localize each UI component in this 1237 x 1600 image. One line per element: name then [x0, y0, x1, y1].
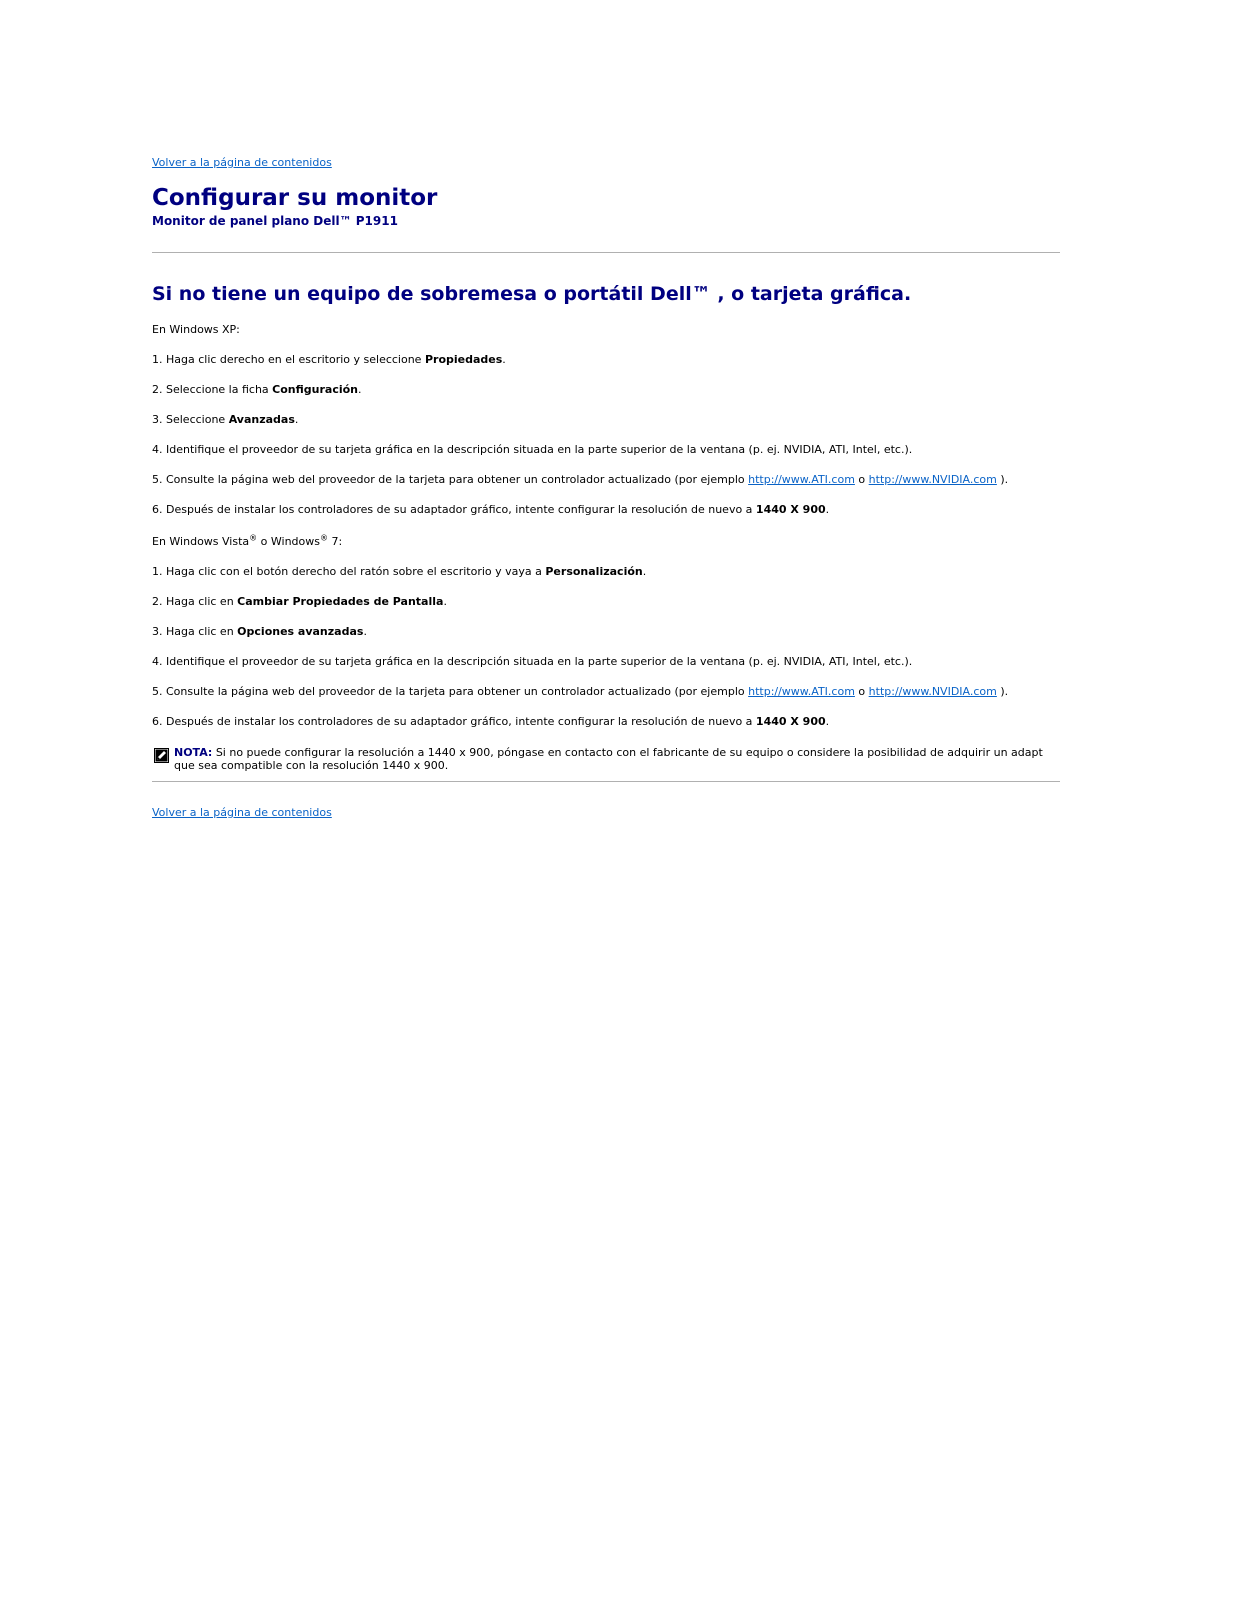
vista-step-1-text: 1. Haga clic con el botón derecho del ratón sobre el escritorio y vaya a: [152, 565, 546, 578]
registered-mark: ®: [249, 533, 258, 543]
note-line-1: [174, 746, 1079, 759]
xp-intro: En Windows XP:: [152, 323, 240, 336]
note-line-1-text: Si no puede configurar la resolución a 1440 x 900, póngase en contacto con el fabricante de su equipo o considere la posibilidad de adquirir un adapt: [212, 746, 1043, 759]
period: .: [825, 715, 830, 728]
divider-top: [152, 252, 1060, 253]
ati-link[interactable]: http://www.ATI.com: [748, 685, 855, 698]
xp-step-3-text: 3. Seleccione: [152, 413, 229, 426]
vista-intro-b: o Windows: [257, 535, 320, 548]
vista-step-4: 4. Identifique el proveedor de su tarjeta gráfica en la descripción situada en la parte superior de la ventana (p. ej. NVIDIA, ATI, Intel, etc.).: [152, 655, 913, 668]
vista-step-1-bold: Personalización: [545, 565, 643, 578]
vista-step-6-bold: 1440 X 900: [755, 715, 826, 728]
xp-step-6-text: 6. Después de instalar los controladores de su adaptador gráfico, intente configurar la resolución de nuevo a: [152, 503, 756, 516]
period: .: [825, 503, 830, 516]
vista-step-5: [152, 685, 1008, 699]
vista-step-2: [152, 595, 447, 609]
period: .: [294, 413, 299, 426]
page-title: Configurar su monitor: [152, 185, 438, 211]
xp-step-4: 4. Identifique el proveedor de su tarjeta gráfica en la descripción situada en la parte superior de la ventana (p. ej. NVIDIA, ATI, Intel, etc.).: [152, 443, 913, 456]
period: .: [358, 383, 362, 396]
vista-step-5-mid: o: [854, 685, 869, 698]
xp-step-3-bold: Avanzadas: [228, 413, 295, 426]
registered-mark: ®: [319, 533, 328, 543]
note-line-2: que sea compatible con la resolución 1440 x 900.: [174, 759, 449, 772]
note-label: NOTA:: [174, 746, 213, 759]
vista-step-6-text: 6. Después de instalar los controladores de su adaptador gráfico, intente configurar la resolución de nuevo a: [152, 715, 756, 728]
xp-step-2-bold: Configuración: [272, 383, 359, 396]
vista-step-5-text: 5. Consulte la página web del proveedor de la tarjeta para obtener un controlador actualizado (por ejemplo: [152, 685, 749, 698]
ati-link[interactable]: http://www.ATI.com: [748, 473, 855, 486]
vista-step-3: [152, 625, 367, 639]
xp-step-5-text: 5. Consulte la página web del proveedor de la tarjeta para obtener un controlador actualizado (por ejemplo: [152, 473, 749, 486]
back-to-contents-link-bottom[interactable]: Volver a la página de contenidos: [152, 806, 332, 819]
xp-step-3: [152, 413, 298, 427]
vista-step-5-end: ).: [996, 685, 1009, 698]
section-title: Si no tiene un equipo de sobremesa o portátil Dell™ , o tarjeta gráfica.: [152, 283, 912, 305]
period: .: [502, 353, 506, 366]
note-pencil-icon: [154, 748, 169, 763]
xp-step-6-bold: 1440 X 900: [755, 503, 826, 516]
note-text: [174, 746, 1079, 772]
xp-step-5: [152, 473, 1008, 487]
page-subtitle: Monitor de panel plano Dell™ P1911: [152, 214, 398, 228]
divider-bottom: [152, 781, 1060, 782]
xp-step-5-mid: o: [854, 473, 869, 486]
vista-step-2-text: 2. Haga clic en: [152, 595, 238, 608]
xp-step-1-bold: Propiedades: [424, 353, 503, 366]
vista-intro-c: 7:: [327, 535, 343, 548]
xp-step-2-text: 2. Seleccione la ficha: [152, 383, 273, 396]
xp-step-5-end: ).: [996, 473, 1009, 486]
vista-step-3-text: 3. Haga clic en: [152, 625, 238, 638]
vista-step-6: [152, 715, 829, 729]
xp-step-2: [152, 383, 362, 397]
xp-step-1-text: 1. Haga clic derecho en el escritorio y seleccione: [152, 353, 425, 366]
period: .: [363, 625, 367, 638]
vista-intro-a: En Windows Vista: [152, 535, 250, 548]
xp-step-1: [152, 353, 506, 367]
nvidia-link[interactable]: http://www.NVIDIA.com: [868, 685, 997, 698]
vista-step-1: [152, 565, 646, 579]
nvidia-link[interactable]: http://www.NVIDIA.com: [868, 473, 997, 486]
vista-step-2-bold: Cambiar Propiedades de Pantalla: [237, 595, 444, 608]
period: .: [642, 565, 647, 578]
vista-step-3-bold: Opciones avanzadas: [237, 625, 364, 638]
vista-intro: [152, 535, 342, 549]
back-to-contents-link-top[interactable]: Volver a la página de contenidos: [152, 156, 332, 169]
period: .: [443, 595, 447, 608]
xp-step-6: [152, 503, 829, 517]
